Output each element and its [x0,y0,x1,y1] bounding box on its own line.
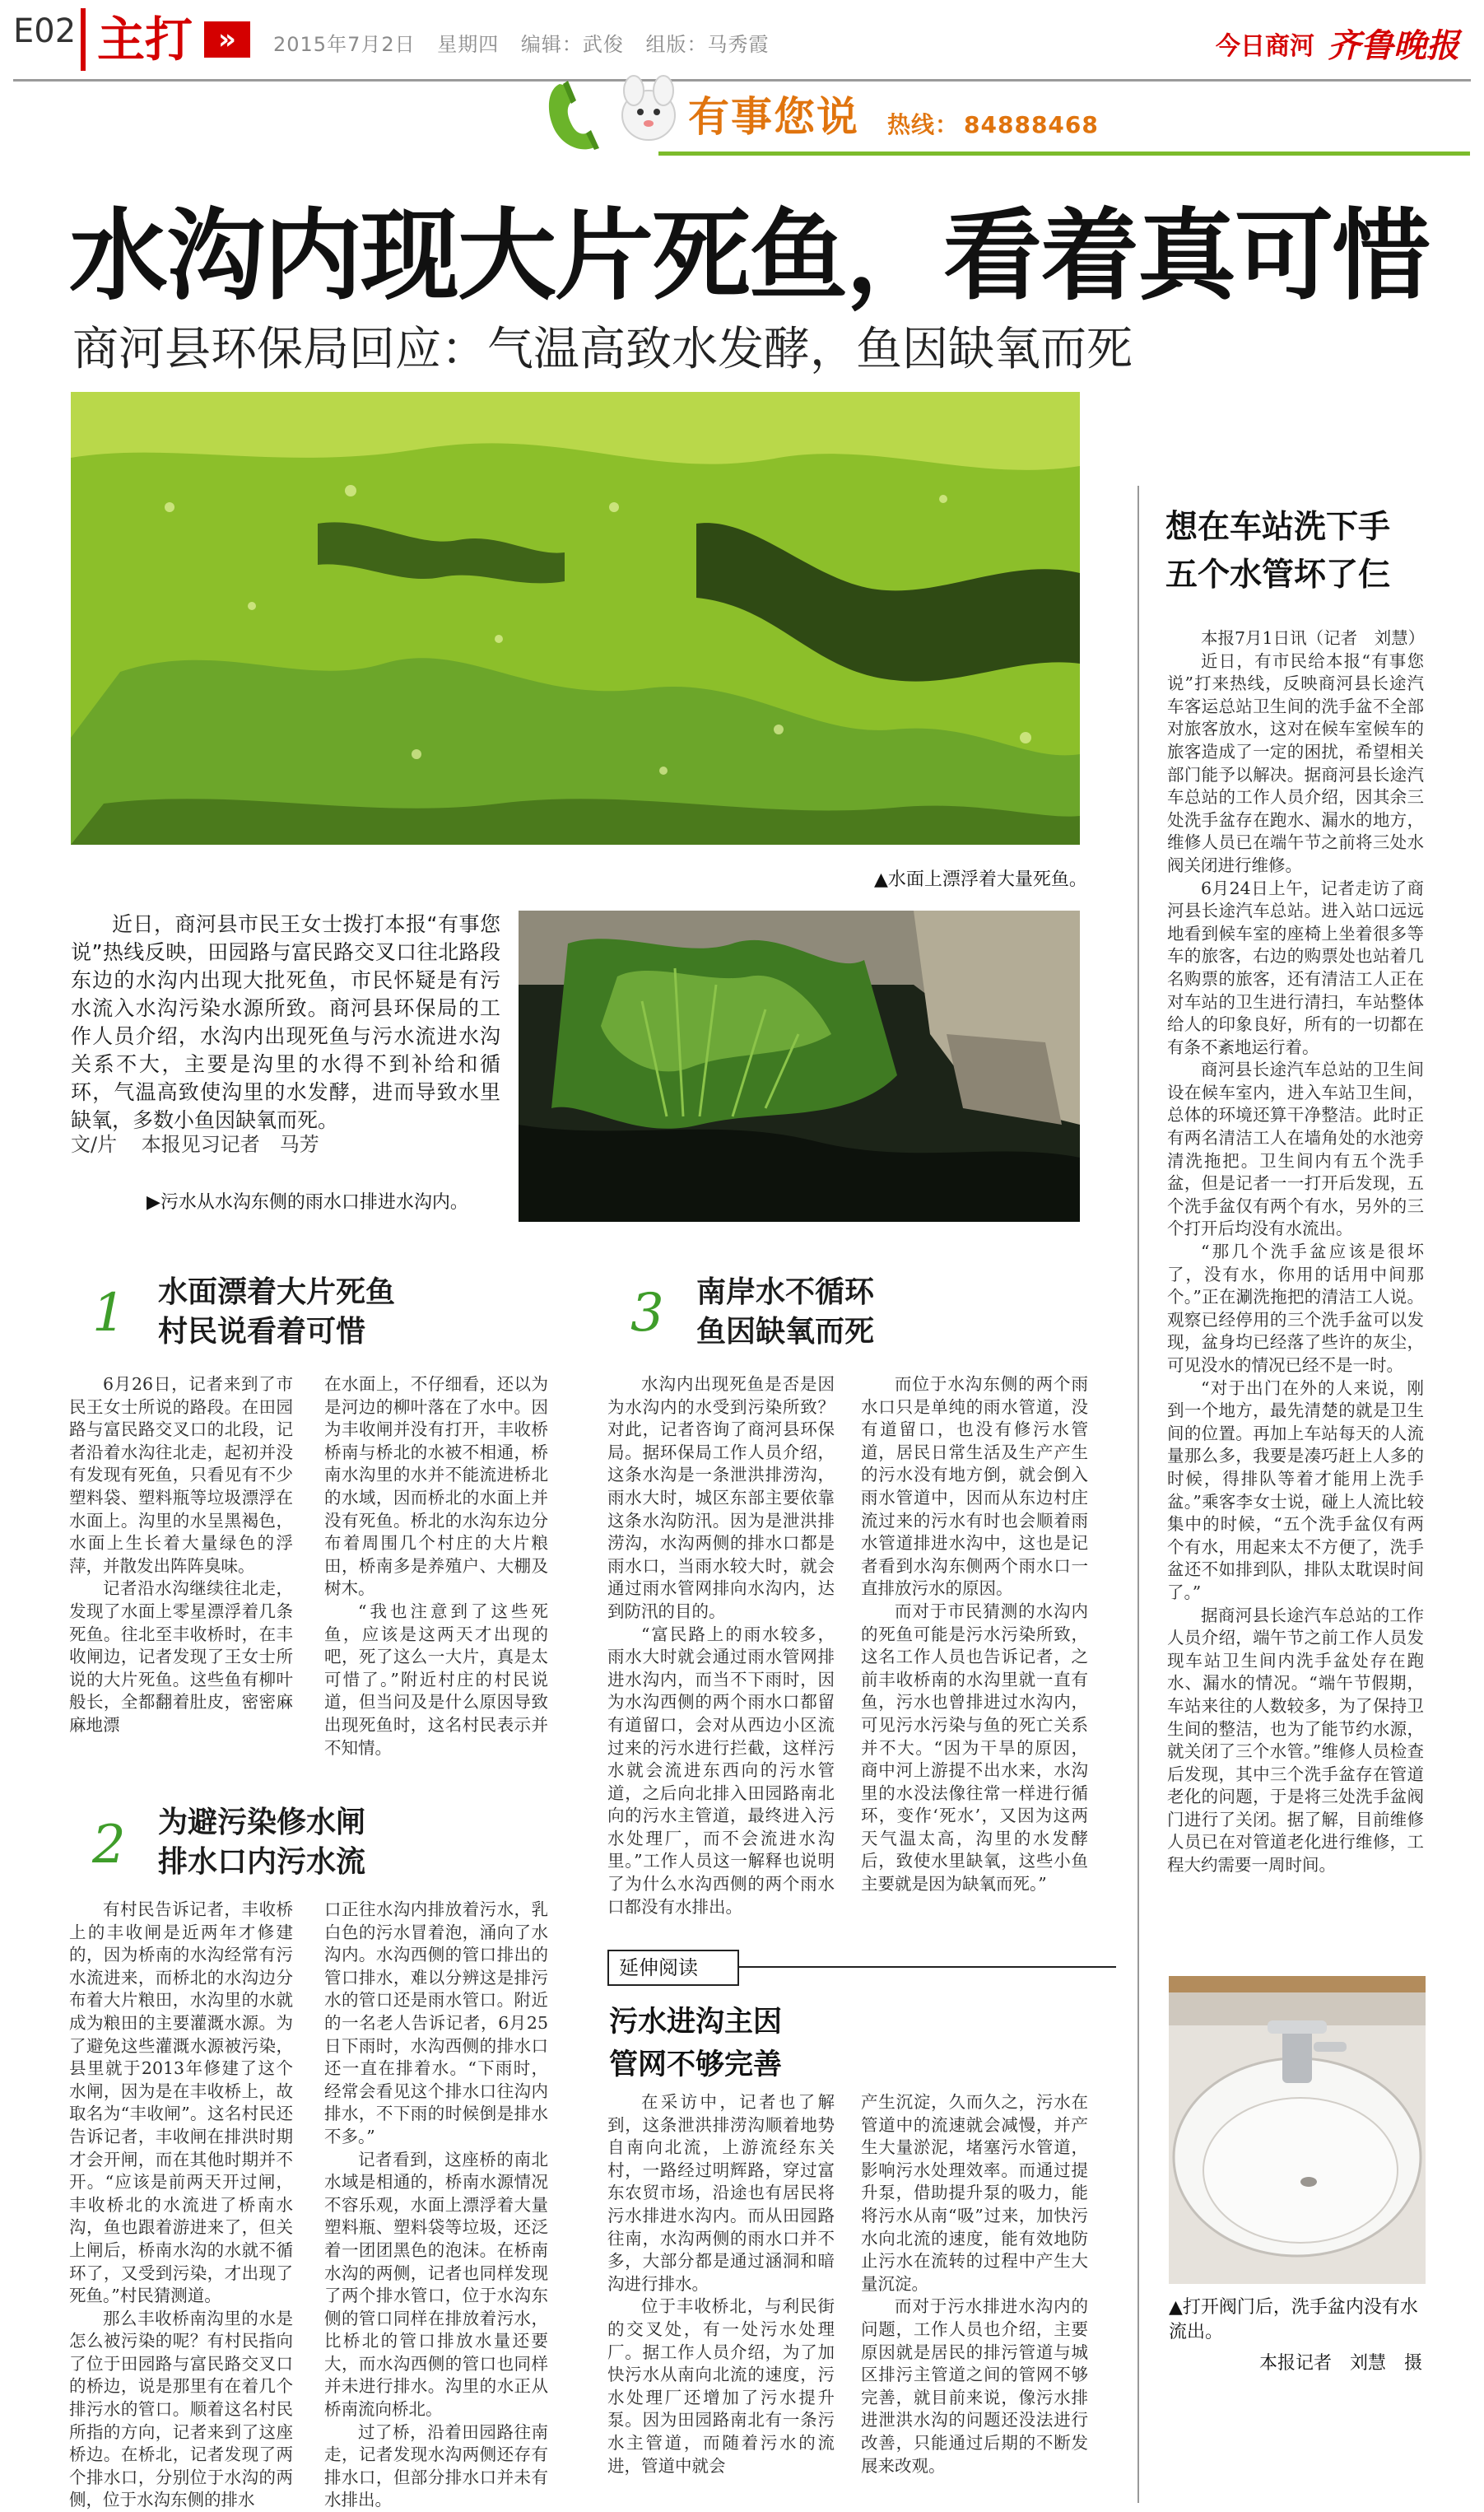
section2-title-line1: 为避污染修水闸 [158,1806,366,1839]
section3-paragraph: “富民路上的雨水较多，雨水大时就会通过雨水管网排进水沟内，而当不下雨时，因为水沟西侧的两个雨水口都留有道留口，会对从西边小区流过来的污水进行拦截，这样污水就会流进东西向的污水管道，之后向北排入田园路南北向的污水主管道，最终进入污水处理厂，而不会流进水沟里。”工作人员这一解释也说明了为什么水沟西侧的两个雨水口都没有水排出。 [607,1624,835,1917]
section2-paragraph: 口正往水沟内排放着污水，乳白色的污水冒着泡，涌向了水沟内。水沟西侧的管口排出的管口排水，难以分辨这是排污水的管口还是雨水管口。附近的一名老人告诉记者，6月25日下雨时，水沟西侧的排水口还一直在排着水。“下雨时，经常会看见这个排水口往沟内排水，不下雨的时候倒是排水不多。” [324,1899,548,2146]
side-story-paragraph: 近日，有市民给本报“有事您说”打来热线，反映商河县长途汽车客运总站卫生间的洗手盆不全部对旅客放水，这对在候车室候车的旅客造成了一定的困扰，希望相关部门能予以解决。据商河县长途汽车总站的工作人员介绍，因其余三处洗手盆存在跑水、漏水的地方，维修人员已在端午节之前将三处水阀关闭进行维修。 [1167,650,1424,875]
byline-author: 本报见习记者 马芳 [141,1133,319,1156]
section1-paragraph: 记者沿水沟继续往北走，发现了水面上零星漂浮着几条死鱼。往北至丰收桥时，在丰收闸边，记者发现了王女士所说的大片死鱼。这些鱼有柳叶般长，全都翻着肚皮，密密麻麻地漂 [69,1578,293,1735]
section3-number: 3 [630,1283,664,1344]
issue-weekday: 星期四 [437,33,500,56]
section1-paragraph: 6月26日，记者来到了市民王女士所说的路段。在田园路与富民路交叉口的北段，记者沿着水沟往北走，起初并没有发现有死鱼，只看见有不少塑料袋、塑料瓶等垃圾漂浮在水面上。沟里的水呈黑褐色，水面上生长着大量绿色的浮萍，并散发出阵阵臭味。 [69,1374,293,1576]
section-title: 主打 [97,12,193,68]
extended-title-line2: 管网不够完善 [609,2048,783,2081]
hotline [887,107,1099,140]
side-story-paragraph: 商河县长途汽车总站的卫生间设在候车室内，进入车站卫生间，总体的环境还算干净整洁。此时正有两名清洁工人在墙角处的水池旁清洗拖把。卫生间内有五个洗手盆，但是记者一一打开后发现，五个洗手盆仅有两个有水，另外的三个打开后均没有水流出。 [1167,1060,1424,1239]
column-title: 有事您说 [688,93,859,141]
photo1-caption: ▲水面上漂浮着大量死鱼。 [874,869,1087,890]
section2-title-line2: 排水口内污水流 [158,1845,366,1879]
page-number: E02 [13,12,77,50]
extended-paragraph: 位于丰收桥北，与利民街的交叉处，有一处污水处理厂。据工作人员介绍，为了加快污水从南向北流的速度，污水处理厂还增加了污水提升泵。因为田园路南北有一条污水主管道，而随着污水的流进，管道中就会 [607,2296,835,2476]
section2-paragraph: 过了桥，沿着田园路往南走，记者发现水沟两侧还存有排水口，但部分排水口并未有水排出。 [324,2421,548,2510]
hotline-label: 热线： [887,111,960,138]
section1-column1 [69,1373,293,1735]
section3-column2 [861,1373,1088,1900]
section1-number: 1 [92,1283,126,1344]
section3-paragraph: 而位于水沟东侧的两个雨水口只是单纯的雨水管道，没有道留口，也没有修污水管道，居民日常生活及生产产生的污水没有地方倒，就会倒入雨水管道中，因而从东边村庄流过来的污水有时也会顺着雨水管道排进水沟中，这也是记者看到水沟东侧两个雨水口一直排放污水的原因。 [861,1374,1088,1599]
side-story-paragraph: 据商河县长途汽车总站的工作人员介绍，端午节之前工作人员发现车站卫生间内洗手盆处存在跑水、漏水的情况。“端午节假期，车站来往的人数较多，为了保持卫生间的整洁，也为了能节约水源，就关闭了三个水管。”维修人员检查后发现，其中三个洗手盆存在管道老化的问题，于是将三处洗手盆阀门进行了关闭。据了解，目前维修人员已在对管道老化进行维修，工程大约需要一周时间。 [1167,1605,1424,1876]
edition-name: 今日商河 [1216,31,1314,61]
section2-number: 2 [92,1815,126,1876]
mascot-icon [611,72,686,155]
side-story-paragraph: 6月24日上午，记者走访了商河县长途汽车总站。进入站口远远地看到候车室的座椅上坐着很多等车的旅客，右边的购票处也站着几名购票的旅客，还有清洁工人正在对车站的卫生进行清扫，车站整体给人的印象良好，所有的一切都在有条不紊地运行着。 [1167,878,1424,1057]
extended-reading-rule [739,1966,1116,1968]
lead-paragraph: 近日，商河县市民王女士拨打本报“有事您说”热线反映，田园路与富民路交叉口往北路段东边的水沟内出现大批死鱼，市民怀疑是有污水流入水沟污染水源所致。商河县环保局的工作人员介绍，水沟内出现死鱼与污水流进水沟关系不大，主要是沟里的水得不到补给和循环，气温高致使沟里的水发酵，进而导致水里缺氧，多数小鱼因缺氧而死。 [71,912,500,1132]
section2-paragraph: 有村民告诉记者，丰收桥上的丰收闸是近两年才修建的，因为桥南的水沟经常有污水流进来，而桥北的水沟边分布着大片粮田，水沟里的水就成为粮田的主要灌溉水源。为了避免这些灌溉水源被污染，县里就于2013年修建了这个水闸，因为是在丰收桥上，故取名为“丰收闸”。这名村民还告诉记者，丰收闸在排洪时期才会开闸，而在其他时期并不开。“应该是前两天开过闸，丰收桥北的水流进了桥南水沟，鱼也跟着游进来了，但关上闸后，桥南水沟的水就不循环了，又受到污染，才出现了死鱼。”村民猜测道。 [69,1899,293,2306]
extended-reading-title [609,2001,872,2086]
banner-underline [658,151,1470,156]
side-story-paragraph: “那几个洗手盆应该是很坏了，没有水，你用的话用中间那个。”正在涮洗拖把的清洁工人说。观察已经停用的三个洗手盆可以发现，盆身均已经落了些许的灰尘，可见没水的情况已经不是一时。 [1167,1242,1424,1375]
side-story-body [1167,627,1424,1961]
extended-reading-label: 延伸阅读 [607,1950,739,1986]
telephone-icon [543,77,611,153]
extended-column2 [861,2091,1088,2495]
photo-dead-fish [71,392,1080,845]
section1-column2 [324,1373,548,1758]
photo-dead-fish-image [71,392,1080,845]
section3-paragraph: 而对于市民猜测的水沟内的死鱼可能是污水污染所致，这名工作人员也告诉记者，之前丰收桥南的水沟里就一直有鱼，污水也曾排进过水沟内，可见污水污染与鱼的死亡关系并不大。“因为干旱的原因，商中河上游提不出水来，水沟里的水没法像往常一样进行循环，变作‘死水’，又因为这两天气温太高，沟里的水发酵后，致使水里缺氧，这些小鱼主要就是因为缺氧而死。” [861,1601,1088,1894]
section2-column1 [69,1899,293,2510]
section1-title-line2: 村民说看着可惜 [158,1315,366,1349]
sidebar-divider [1137,486,1139,2503]
byline [71,1128,337,1157]
section3-title-line2: 鱼因缺氧而死 [696,1315,875,1349]
photo2-caption: ▶污水从水沟东侧的雨水口排进水沟内。 [147,1192,468,1213]
byline-label: 文/片 [71,1133,118,1156]
side-story-paragraph: 本报7月1日讯（记者 刘慧） [1201,628,1426,648]
section-tag [81,8,250,71]
section1-paragraph: 在水面上，不仔细看，还以为是河边的柳叶落在了水中。因为丰收闸并没有打开，丰收桥桥南与桥北的水被不相通，桥南水沟里的水并不能流进桥北的水域，因而桥北的水面上并没有死鱼。桥北的水沟东边分布着周围几个村庄的大片粮田，桥南多是养殖户、大棚及树木。 [324,1374,548,1599]
hotline-number: 84888468 [964,111,1099,138]
section3-paragraph: 水沟内出现死鱼是否是因为水沟内的水受到污染所致？对此，记者咨询了商河县环保局。据环保局工作人员介绍，这条水沟是一条泄洪排涝沟，雨水大时，城区东部主要依靠这条水沟防汛。因为是泄洪排涝沟，水沟两侧的排水口都是雨水口，当雨水较大时，就会通过雨水管网排向水沟内，达到防汛的目的。 [607,1374,835,1621]
section3-title-line1: 南岸水不循环 [696,1275,875,1309]
side-title-line1: 想在车站洗下手 [1165,509,1391,546]
extended-paragraph: 产生沉淀，久而久之，污水在管道中的流速就会减慢，并产生大量淤泥，堵塞污水管道，影响污水处理效率。而通过提升泵，借助提升泵的吸力，能将污水从南“吸”过来，加快污水向北流的速度，能有效地防止污水在流转的过程中产生大量沉淀。 [861,2092,1088,2294]
section3-title [696,1273,874,1352]
issue-layout: 组版：马秀霞 [645,33,770,56]
masthead-right [1216,20,1459,67]
section3-column1 [607,1373,835,1917]
issue-editor: 编辑：武俊 [520,33,624,56]
photo-drain-outlet [519,911,1080,1222]
extended-paragraph: 在采访中，记者也了解到，这条泄洪排涝沟顺着地势自南向北流，上游流经东关村，一路经过明辉路，穿过富东农贸市场，沿途也有居民将污水排进水沟内。而从田园路往南，水沟两侧的雨水口并不多，大部分都是通过涵洞和暗沟进行排水。 [607,2092,835,2294]
issue-meta [273,28,784,57]
photo3-caption: ▲打开阀门后，洗手盆内没有水流出。 [1169,2297,1418,2342]
section2-title [158,1803,365,1882]
extended-title-line1: 污水进沟主因 [609,2006,783,2039]
section2-paragraph: 那么丰收桥南沟里的水是怎么被污染的呢？有村民指向了位于田园路与富民路交叉口的桥边，说是那里有在着几个排污水的管口。顺着这名村民所指的方向，记者来到了这座桥边。在桥北，记者发现了两个排水口，分别位于水沟的两侧，位于水沟东侧的排水 [69,2308,293,2510]
photo3-credit: 本报记者 刘慧 摄 [1259,2353,1423,2374]
newspaper-logo: 齐鲁晚报 [1328,26,1459,65]
section2-column2 [324,1899,548,2510]
side-title-line2: 五个水管坏了仨 [1165,557,1391,594]
subheadline: 商河县环保局回应：气温高致水发酵，鱼因缺氧而死 [72,323,1133,376]
section1-title-line1: 水面漂着大片死鱼 [158,1275,396,1309]
chevron-right-icon: » [204,21,250,58]
section2-paragraph: 记者看到，这座桥的南北水域是相通的，桥南水源情况不容乐观，水面上漂浮着大量塑料瓶、塑料袋等垃圾，还泛着一团团黑色的泡沫。在桥南水沟的两侧，记者也同样发现了两个排水管口，位于水沟东侧的管口同样在排放着污水，比桥北的管口排放水量还要大，而水沟西侧的管口也同样并未进行排水。沟里的水正从桥南流向桥北。 [324,2149,548,2420]
photo-wash-basin-image [1169,1976,1426,2284]
column-banner [543,72,1473,161]
section1-paragraph: “我也注意到了这些死鱼，应该是这两天才出现的吧，死了这么一大片，真是太可惜了。”附近村庄的村民说道，但当问及是什么原因导致出现死鱼时，这名村民表示并不知情。 [324,1601,548,1758]
side-story-title [1165,504,1445,599]
extended-paragraph: 而对于污水排进水沟内的问题，工作人员也介绍，主要原因就是居民的排污管道与城区排污主管道之间的管网不够完善，就目前来说，像污水排进泄洪水沟的问题还没法进行改善，只能通过后期的不断发展来改观。 [861,2296,1088,2476]
photo-drain-outlet-image [519,911,1080,1222]
headline: 水沟内现大片死鱼，看着真可惜 [69,199,1429,314]
section1-title [158,1273,395,1352]
side-story-paragraph: “对于出门在外的人来说，刚到一个地方，最先清楚的就是卫生间的位置。再加上车站每天的人流量那么多，我要是凑巧赶上人多的时候，得排队等着才能用上洗手盆。”乘客李女士说，碰上人流比较集中的时候，“五个洗手盆仅有两个有水，用起来太不方便了，洗手盆还不如排到队，排队太耽误时间了。” [1167,1377,1424,1602]
photo-wash-basin [1169,1976,1426,2284]
extended-column1 [607,2091,835,2495]
issue-date: 2015年7月2日 [273,33,416,56]
